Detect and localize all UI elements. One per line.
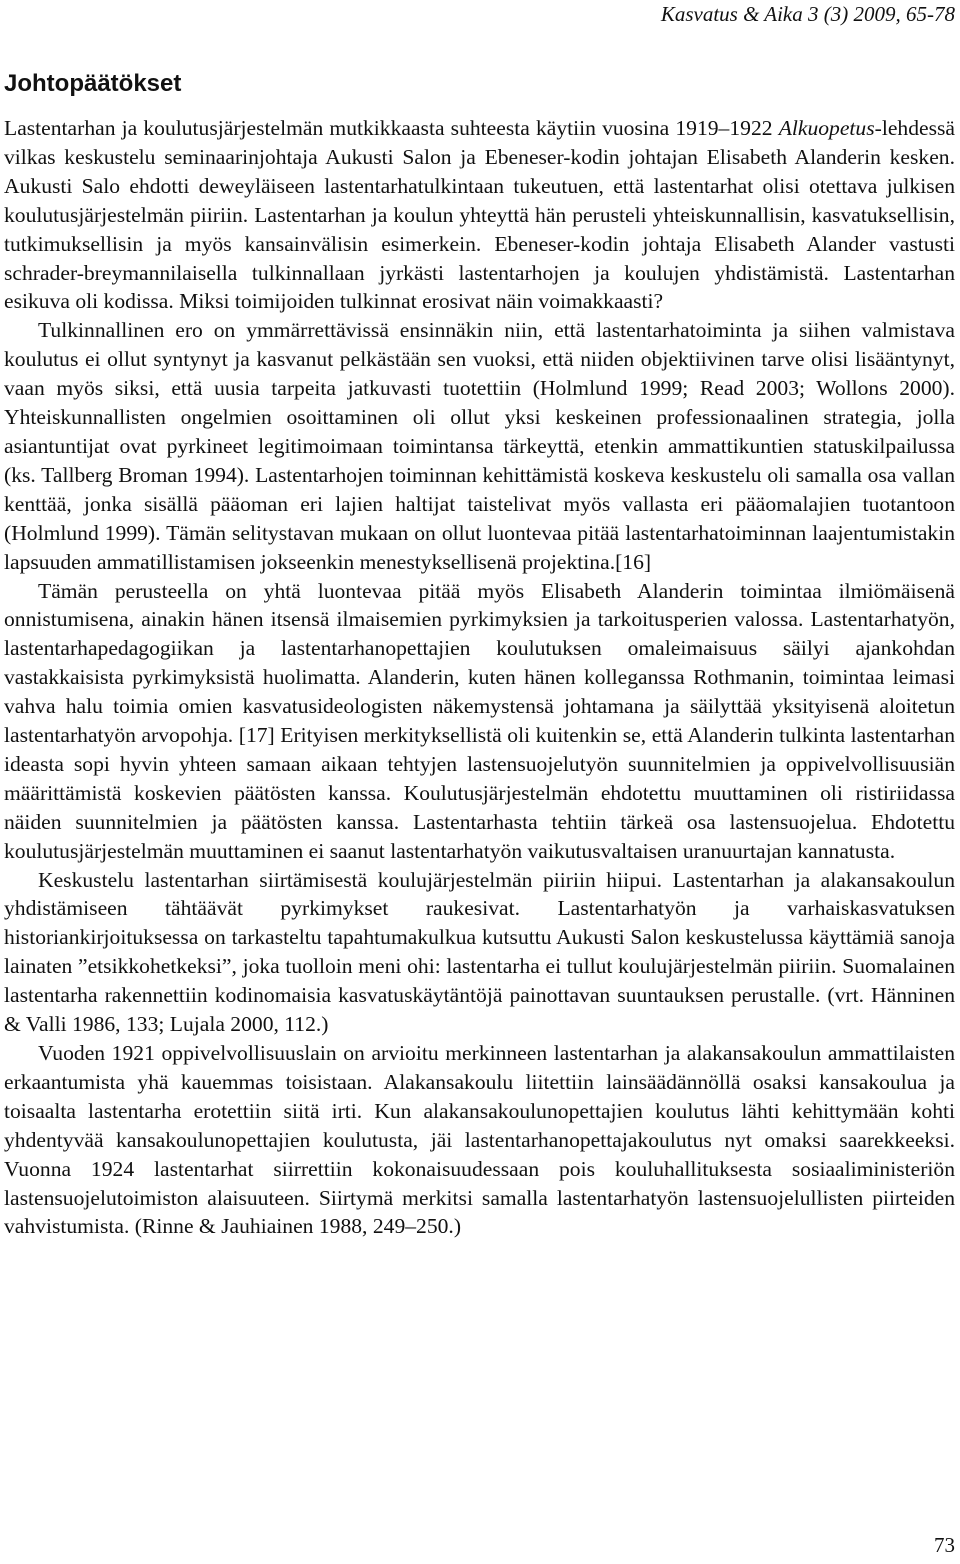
section-title: Johtopäätökset [4,70,182,97]
paragraph-1-lead: Lastentarhan ja koulutusjärjestelmän mutkikkaasta suhteesta käytiin vuosina 1919–1922 [4,116,779,140]
paragraph-3: Tämän perusteella on yhtä luontevaa pitää myös Elisabeth Alanderin toimintaa ilmiömäisenä onnistumisena, ainakin hänen itsensä ilmaisemien pyrkimyksien ja tarkoitusperien valossa. Lastentarhatyön, lastentarhapedagogiikan ja lastentarhanopettajien koulutuksen omaleimaisuus säilyi ajankohdan vastakkaisista pyrkimyksistä huolimatta. Alanderin, kuten hänen kolleganssa Rothmanin, toimintaa leimasi vahva halu toimia omien kasvatusideologisten näkemystensä johtamana ja säilyttää yksityisenä aloitetun lastentarhatyön arvopohja. [17] Erityisen merkityksellistä oli kuitenkin se, että Alanderin tulkinta lastentarhan ideasta sopi hyvin yhteen samaan aikaan tehtyjen lastensuojelutyön suunnitelmien ja oppivelvollisuusiän määrittämistä koskevien päätösten kanssa. Koulutusjärjestelmän ehdotettu muuttaminen oli ristiriidassa näiden suunnitelmien ja päätösten kanssa. Lastentarhasta tehtiin tärkeä osa lastensuojelua. Ehdotettu koulutusjärjestelmän muuttaminen ei saanut lastentarhatyön vaikutusvaltaisen uranuurtajan kannatusta. [4,578,955,863]
page-number: 73 [934,1533,955,1557]
journal-citation-header: Kasvatus & Aika 3 (3) 2009, 65-78 [660,2,955,26]
paragraph-5: Vuoden 1921 oppivelvollisuuslain on arvioitu merkinneen lastentarhan ja alakansakoulun ammattilaisten erkaantumista yhä kauemmas toisistaan. Alakansakoulu liitettiin lainsäädännöllä osaksi kansakoulua ja toisaalta lastentarha erotettiin siitä irti. Kun alakansakoulunopettajien koulutus lähti kehittymään kohti yhdentyvää kansakoulunopettajien koulutusta, jäi lastentarhanopettajakoulutus nyt omaksi saarekkeeksi. Vuonna 1924 lastentarhat siirrettiin kokonaisuudessaan pois kouluhallituksesta sosiaaliministeriön lastensuojelutoimiston alaisuuteen. Siirtymä merkitsi samalla lastentarhatyön lastensuojelullisten piirteiden vahvistumista. (Rinne & Jauhiainen 1988, 249–250.) [4,1041,955,1239]
article-body [4,114,955,1241]
paragraph-1-text: -lehdessä vilkas keskustelu seminaarinjohtaja Aukusti Salon ja Ebeneser-kodin johtajan Elisabeth Alanderin kesken. Aukusti Salo ehdotti deweyläiseen lastentarhatulkintaan tukeutuen, että lastentarhat olisi otettava julkisen koulutusjärjestelmän piiriin. Lastentarhan ja koulun yhteyttä hän perusteli yhteiskunnallisin, kasvatuksellisin, tutkimuksellisin ja myös kansainvälisin esimerkein. Ebeneser-kodin johtaja Elisabeth Alander vastusti schrader-breymannilaisella tulkinnallaan jyrkästi lastentarhojen ja koulujen yhdistämistä. Lastentarhan esikuva oli kodissa. Miksi toimijoiden tulkinnat erosivat näin voimakkaasti? [4,116,955,314]
paragraph-1 [4,114,955,316]
paragraph-2: Tulkinnallinen ero on ymmärrettävissä ensinnäkin niin, että lastentarhatoiminta ja siihen valmistava koulutus ei ollut syntynyt ja kasvanut pelkästään sen vuoksi, että niiden objektiivinen tarve olisi lisääntynyt, vaan myös siksi, että uusia tarpeita jatkuvasti tuotettiin (Holmlund 1999; Read 2003; Wollons 2000). Yhteiskunnallisten ongelmien osoittaminen oli ollut yksi keskeinen professionaalinen strategia, jolla asiantuntijat ovat pyrkineet legitimoimaan toimintansa tärkeyttä, etenkin ammattikuntien statuskilpailussa (ks. Tallberg Broman 1994). Lastentarhojen toiminnan kehittämistä koskeva keskustelu oli samalla osa vallan kenttää, jonka sisällä pääoman eri lajien haltijat taistelivat myös vallasta eri pääomalajien tuotantoon (Holmlund 1999). Tämän selitystavan mukaan on ollut luontevaa pitää lastentarhatoiminnan laajentumistakin lapsuuden ammatillistamisen jokseenkin menestyksellisenä projektina.[16] [4,318,955,574]
paragraph-4: Keskustelu lastentarhan siirtämisestä koulujärjestelmän piiriin hiipui. Lastentarhan ja alakansakoulun yhdistämiseen tähtäävät pyrkimykset raukesivat. Lastentarhatyön ja varhaiskasvatuksen historiankirjoituksessa on tarkasteltu tapahtumakulkua kutsuttu Aukusti Salon keskustelussa käyttämiä sanoja lainaten ”etsikkohetkeksi”, joka tuolloin meni ohi: lastentarha ei tullut koulujärjestelmän piiriin. Suomalainen lastentarha rakennettiin kodinomaisia kasvatuskäytäntöjä painottavan suuntauksen perustalle. (vrt. Hänninen & Valli 1986, 133; Lujala 2000, 112.) [4,867,955,1037]
journal-name-italic: Alkuopetus [778,116,875,140]
